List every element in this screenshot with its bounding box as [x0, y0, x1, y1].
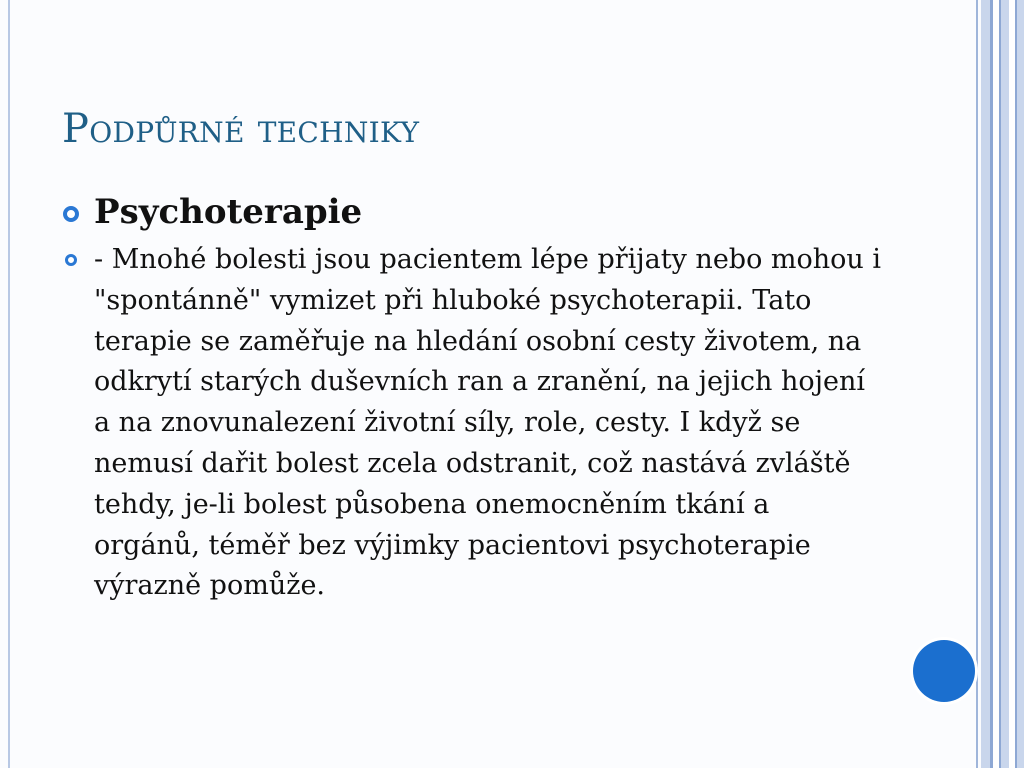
bullet-item-body	[62, 240, 882, 607]
right-decorative-stripes	[976, 0, 1024, 768]
bullet-item-heading	[62, 190, 882, 234]
bullet-text: - Mnohé bolesti jsou pacientem lépe přijaty nebo mohou i "spontánně" vymizet při hluboké psychoterapii. Tato terapie se zaměřuje na hledání osobní cesty životem, na odkrytí starých duševních ran a zranění, na jejich hojení a na znovunalezení životní síly, role, cesty. I když se nemusí dařit bolest zcela odstranit, což nastává zvláště tehdy, je-li bolest působena onemocněním tkání a orgánů, téměř bez výjimky pacientovi psychoterapie výrazně pomůže.	[94, 244, 882, 602]
bullet-list	[62, 190, 882, 607]
slide-title: Podpůrné techniky	[62, 106, 420, 152]
left-frame-line	[8, 0, 10, 768]
bullet-circle-icon	[65, 254, 77, 266]
bullet-circle-icon	[63, 206, 79, 222]
bullet-text: Psychoterapie	[94, 192, 363, 232]
decorative-circle	[913, 640, 975, 702]
